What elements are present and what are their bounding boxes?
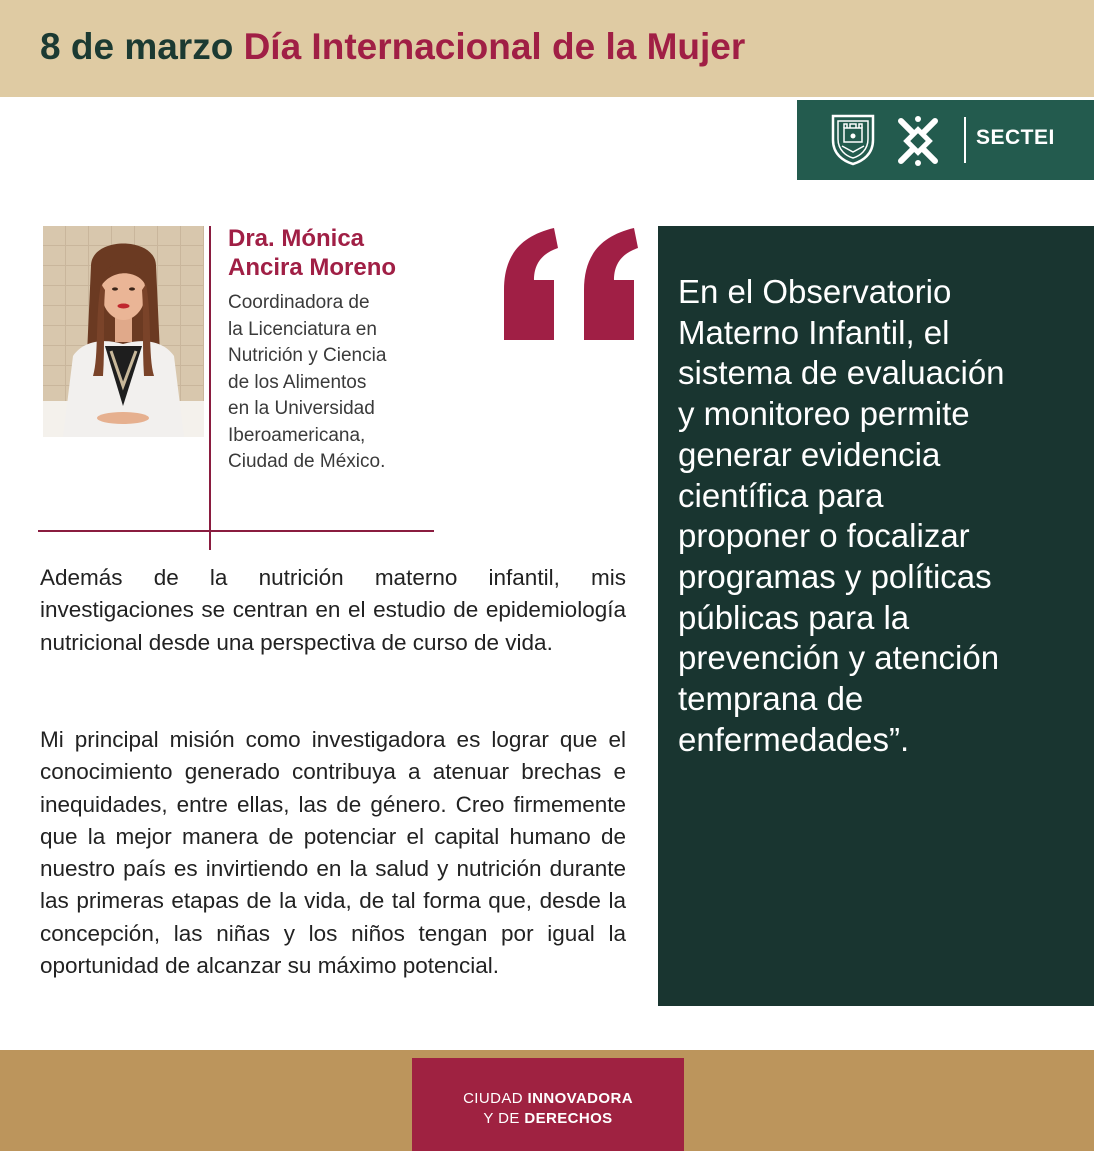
role-line: de los Alimentos bbox=[228, 371, 367, 393]
footer-line2-regular: Y DE bbox=[483, 1110, 520, 1127]
bio-paragraph-1: Además de la nutrición materno infantil, mis investigaciones se centran en el estudio de epidemiología nutricional desde una perspectiva de curso de vida. bbox=[40, 565, 626, 655]
bio-paragraph-2: Mi principal misión como investigadora es lograr que el conocimiento generado contribuya a atenuar brechas e inequidades, entre ellas, las de género. Creo firmemente que la mejor manera de potenciar el capital humano de nuestro país es invirtiendo en la salud y nutrición durante las primeras etapas de la vida, de tal forma que, desde la concepción, las niñas y los niños tengan por igual la oportunidad de alcanzar su máximo potencial. bbox=[40, 727, 626, 979]
profile-name bbox=[228, 224, 396, 282]
vertical-divider bbox=[209, 226, 211, 550]
quote-line: públicas para la bbox=[678, 598, 910, 636]
portrait-photo bbox=[43, 226, 204, 437]
quote-line: proponer o focalizar bbox=[678, 517, 970, 555]
footer-line1-regular: CIUDAD bbox=[463, 1090, 523, 1107]
footer-line1-bold: INNOVADORA bbox=[527, 1090, 633, 1107]
open-quote-icon bbox=[492, 228, 652, 340]
role-line: en la Universidad bbox=[228, 398, 375, 419]
role-line: Iberoamericana, bbox=[228, 424, 366, 446]
profile-role bbox=[228, 290, 443, 476]
logo-divider bbox=[964, 117, 966, 163]
footer-slogan-box bbox=[412, 1058, 684, 1151]
footer-band bbox=[0, 1050, 1094, 1151]
header-band bbox=[0, 0, 1094, 97]
footer-line2-bold: DERECHOS bbox=[524, 1110, 613, 1127]
cdmx-x-logo-icon bbox=[893, 113, 943, 169]
quote-text bbox=[678, 272, 1078, 760]
quote-line: sistema de evaluación bbox=[678, 354, 1005, 392]
role-line: Ciudad de México. bbox=[228, 451, 386, 472]
role-line: la Licenciatura en bbox=[228, 318, 377, 340]
footer-slogan-line2 bbox=[412, 1110, 684, 1127]
header-event-title: Día Internacional de la Mujer bbox=[243, 26, 746, 67]
quote-line: y monitoreo permite bbox=[678, 395, 970, 433]
profile-name-line1: Dra. Mónica bbox=[228, 225, 365, 252]
quote-line: enfermedades”. bbox=[678, 720, 910, 758]
header-date: 8 de marzo bbox=[40, 26, 234, 67]
cdmx-shield-icon bbox=[831, 114, 875, 166]
role-line: Nutrición y Ciencia bbox=[228, 345, 387, 366]
quote-panel bbox=[658, 226, 1094, 1006]
quote-line: generar evidencia bbox=[678, 435, 941, 473]
sectei-logo-bar bbox=[797, 100, 1094, 180]
profile-name-line2: Ancira Moreno bbox=[228, 254, 397, 281]
quote-line: temprana de bbox=[678, 680, 864, 718]
page-title bbox=[40, 26, 745, 68]
quote-line: prevención y atención bbox=[678, 639, 1000, 677]
quote-line: científica para bbox=[678, 476, 884, 514]
quote-line: Materno Infantil, el bbox=[678, 313, 950, 351]
sectei-logo-text: SECTEI bbox=[976, 126, 1055, 149]
role-line: Coordinadora de bbox=[228, 292, 370, 313]
footer-slogan-line1 bbox=[412, 1090, 684, 1107]
quote-line: programas y políticas bbox=[678, 557, 992, 595]
quote-line: En el Observatorio bbox=[678, 273, 952, 310]
horizontal-divider bbox=[38, 530, 434, 532]
